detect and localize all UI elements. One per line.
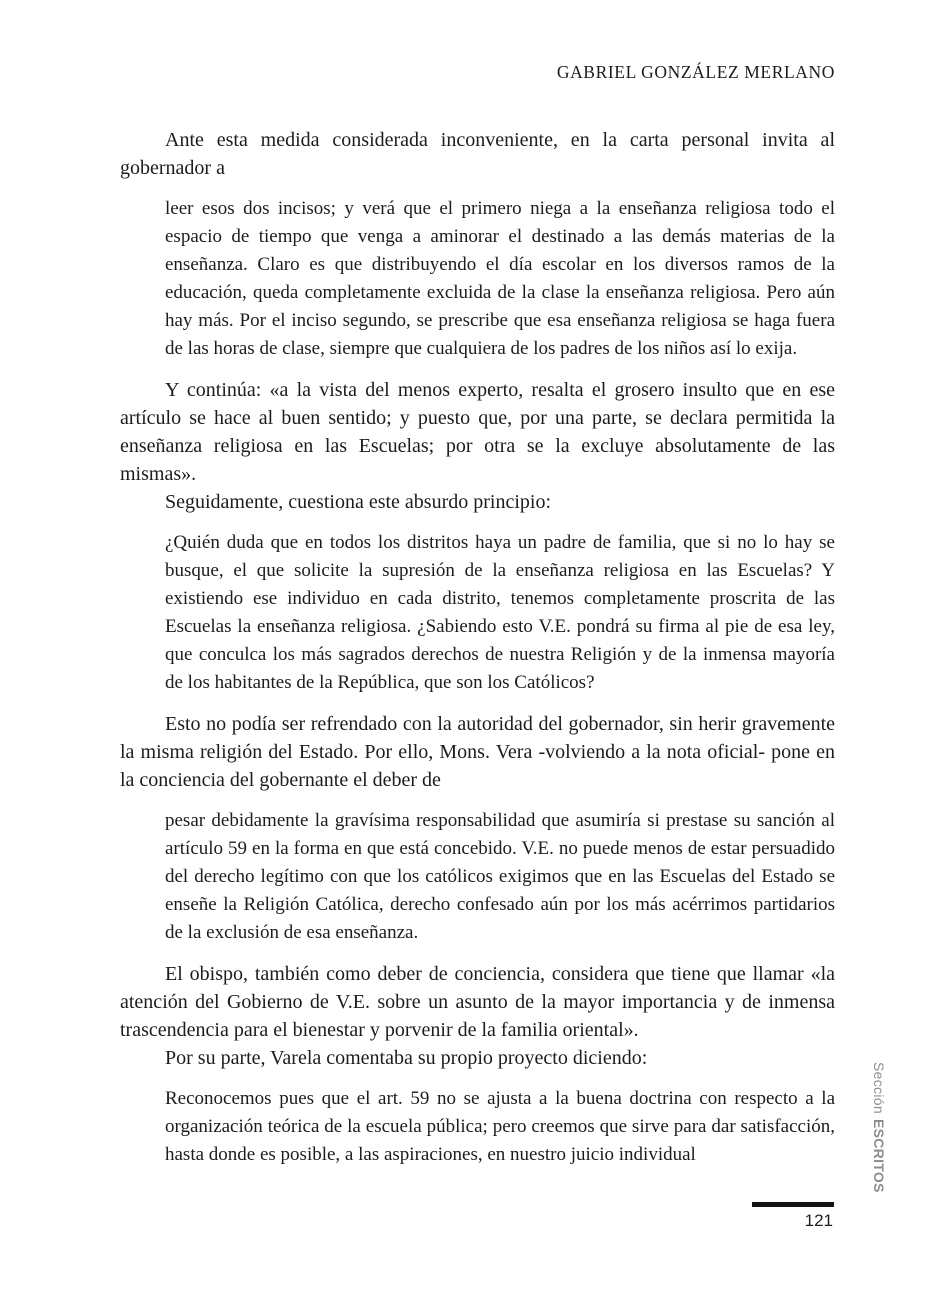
page-content xyxy=(120,126,835,1182)
paragraph: El obispo, también como deber de conciencia, considera que tiene que llamar «la atención del Gobierno de V.E. sobre un asunto de la mayor importancia y de inmensa trascendencia para el bienestar y porvenir de la familia oriental». xyxy=(120,963,835,1041)
block-quote: pesar debidamente la gravísima responsabilidad que asumiría si prestase su sanción al artículo 59 en la forma en que está concebido. V.E. no puede menos de estar persuadido del derecho legítimo con que los católicos exigimos que en las Escuelas del Estado se enseñe la Religión Católica, derecho confesado aún por los más acérrimos partidarios de la exclusión de esa enseñanza. xyxy=(165,810,835,943)
running-header xyxy=(120,62,835,83)
section-sidebar-label xyxy=(871,1062,887,1193)
paragraph: Y continúa: «a la vista del menos experto, resalta el grosero insulto que en ese artículo se hace al buen sentido; y puesto que, por una parte, se declara permitida la enseñanza religiosa en las Escuelas; por otra se la excluye absolutamente de las mismas». xyxy=(120,379,835,485)
page-number: 121 xyxy=(804,1211,833,1230)
paragraph: Seguidamente, cuestiona este absurdo principio: xyxy=(165,491,552,513)
block-quote: ¿Quién duda que en todos los distritos haya un padre de familia, que si no lo hay se busque, el que solicite la supresión de la enseñanza religiosa en las Escuelas? Y existiendo ese individuo en cada distrito, tenemos completamente proscrita de las Escuelas la enseñanza religiosa. ¿Sabiendo esto V.E. pondrá su firma al pie de esa ley, que conculca los más sagrados derechos de nuestra Religión y de la inmensa mayoría de los habitantes de la República, que son los Católicos? xyxy=(165,532,835,693)
section-label-name: ESCRITOS xyxy=(871,1118,887,1193)
section-label-prefix: Sección xyxy=(871,1062,887,1114)
paragraph: Ante esta medida considerada inconveniente, en la carta personal invita al gobernador a xyxy=(120,129,835,179)
block-quote: leer esos dos incisos; y verá que el primero niega a la enseñanza religiosa todo el espacio de tiempo que venga a aminorar el destinado a las demás materias de la enseñanza. Claro es que distribuyendo el día escolar en los diversos ramos de la educación, queda completamente excluida de la clase la enseñanza religiosa. Pero aún hay más. Por el inciso segundo, se prescribe que esa enseñanza religiosa se haga fuera de las horas de clase, siempre que cualquiera de los padres de los niños así lo exija. xyxy=(165,198,835,359)
paragraph: Esto no podía ser refrendado con la autoridad del gobernador, sin herir gravemente la misma religión del Estado. Por ello, Mons. Vera -volviendo a la nota oficial- pone en la conciencia del gobernante el deber de xyxy=(120,713,835,791)
footer-rule xyxy=(752,1202,834,1207)
paragraph: Por su parte, Varela comentaba su propio proyecto diciendo: xyxy=(165,1047,648,1069)
block-quote: Reconocemos pues que el art. 59 no se ajusta a la buena doctrina con respecto a la organización teórica de la escuela pública; pero creemos que sirve para dar satisfacción, hasta donde es posible, a las aspiraciones, en nuestro juicio individual xyxy=(165,1088,835,1165)
running-header-author: GABRIEL GONZÁLEZ MERLANO xyxy=(556,62,835,82)
